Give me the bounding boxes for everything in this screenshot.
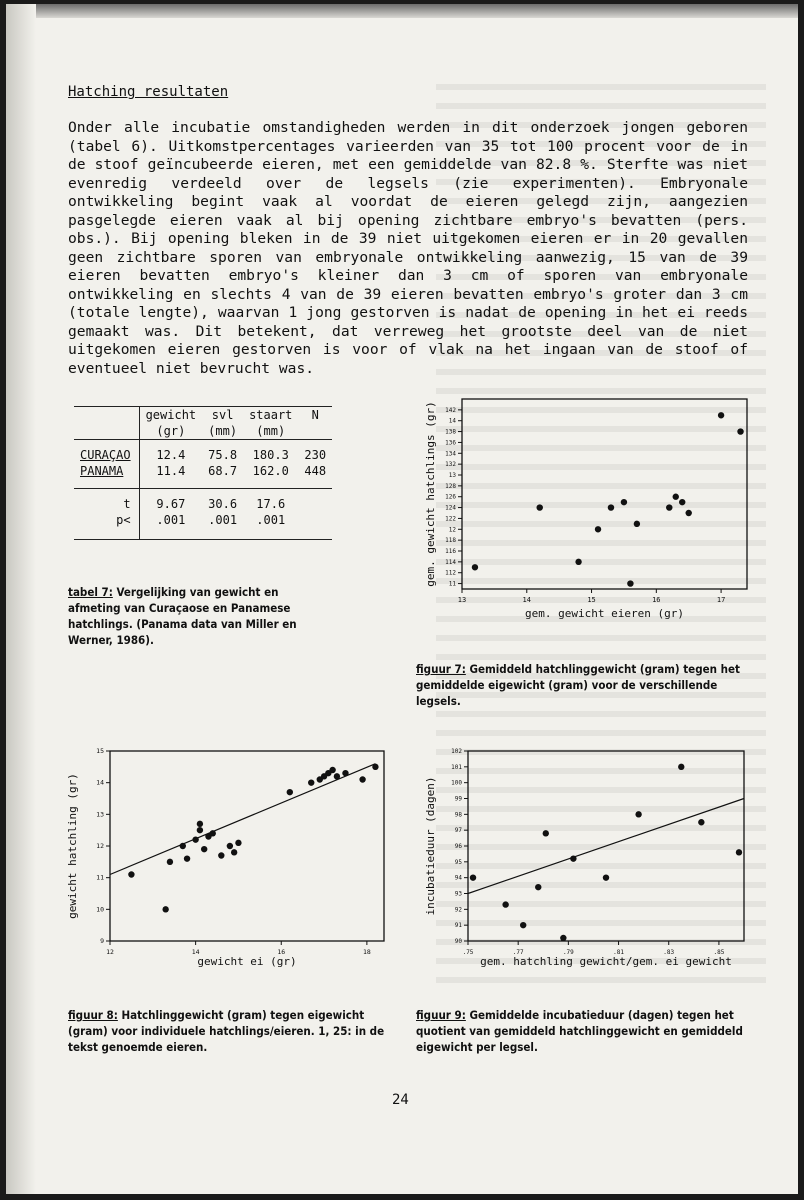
y-tick-label: 11 — [96, 873, 104, 882]
y-tick-label: 126 — [445, 493, 456, 501]
data-point — [543, 830, 549, 836]
data-point — [167, 859, 173, 865]
y-tick-label: 124 — [445, 504, 456, 512]
table-cell: 448 — [304, 464, 327, 478]
table-row — [74, 512, 332, 540]
data-point — [162, 906, 168, 912]
table-7 — [74, 406, 332, 540]
data-point — [535, 884, 541, 890]
data-point — [359, 776, 365, 782]
table-cell: 162.0 — [252, 464, 289, 478]
table-header-row — [74, 407, 332, 424]
data-point — [329, 767, 335, 773]
caption-table-7: tabel 7: Vergelijking van gewicht en afmeting van Curaçaose en Panamese hatchlings. (Panama data van Miller en Werner, 1986). — [68, 585, 297, 647]
scan-binding-shadow — [6, 4, 36, 1194]
data-point — [197, 827, 203, 833]
table-cell — [298, 512, 332, 540]
table-cell: 17.6 — [256, 497, 286, 511]
y-tick-label: 118 — [445, 537, 456, 545]
y-tick-label: 90 — [454, 938, 462, 945]
x-tick-label: 18 — [362, 948, 371, 956]
body-paragraph: Onder alle incubatie omstandigheden werden in dit onderzoek jongen geboren (tabel 6). Uitkomstpercentages varieerden van 35 tot 100 procent voor de in de stoof geïncubeerde eieren, met een gemiddelde van 82.8 %. Sterfte was niet evenredig verdeeld over de legsels (zie experimenten). Embryonale ontwikkeling begint vaak al voordat de eieren gelegd zijn, aangezien pasgelegde eieren vaak al bij opening zichtbare embryo's bevatten (pers. obs.). Bij opening bleken in de 39 niet uitgekomen eieren er in 20 gevallen geen zichtbare sporen van embryonale ontwikkeling aanwezig, 15 van de 39 eieren bevatten embryo's kleiner dan 3 cm of sporen van embryonale ontwikkeling en slechts 4 van de 39 eieren bevatten embryo's groter dan 3 cm (totale lengte), waarvan 1 jong gestorven is nadat de opening in het ei reeds gemaakt was. Dit betekent, dat verreweg het grootste deel van de niet uitgekomen eieren gestorven is voor of vlak na het ingaan van de stoof of eventueel niet bevrucht was. — [68, 119, 748, 377]
data-point — [537, 504, 543, 510]
table-cell: .001 — [156, 513, 186, 527]
y-tick-label: 114 — [445, 558, 456, 566]
data-point — [472, 564, 478, 570]
x-axis-label: gem. hatchling gewicht/gem. ei gewicht — [480, 955, 732, 968]
y-tick-label: 128 — [445, 482, 456, 490]
y-tick-label: 96 — [454, 843, 462, 850]
data-point — [210, 830, 216, 836]
x-axis-label: gewicht ei (gr) — [197, 955, 297, 968]
x-tick-label: 12 — [106, 948, 114, 956]
y-tick-label: 95 — [454, 858, 462, 866]
table-header-cell: N — [311, 408, 319, 422]
y-axis-label: gem. gewicht hatchlings (gr) — [424, 401, 437, 587]
table-cell: 180.3 — [252, 448, 289, 462]
data-point — [666, 504, 672, 510]
y-tick-label: 138 — [445, 428, 456, 436]
y-tick-label: 91 — [454, 922, 462, 930]
x-tick-label: .81 — [613, 949, 624, 956]
row-label: p< — [74, 512, 139, 540]
data-point — [736, 849, 742, 855]
table-unit-cell: (mm) — [256, 424, 286, 438]
data-point — [128, 871, 134, 877]
row-label: PANAMA — [74, 463, 139, 489]
caption-figure-7: figuur 7: Gemiddeld hatchlinggewicht (gram) tegen het gemiddelde eigewicht (gram) voor de verschillende legsels. — [416, 662, 740, 708]
x-tick-label: 14 — [191, 948, 200, 956]
data-point — [575, 559, 581, 565]
data-point — [737, 428, 743, 434]
data-point — [603, 874, 609, 880]
y-tick-label: 116 — [445, 548, 456, 555]
x-tick-label: 14 — [522, 596, 531, 604]
table-unit-cell — [298, 423, 332, 440]
x-tick-label: .85 — [713, 949, 725, 956]
x-tick-label: .75 — [462, 949, 474, 956]
data-point — [184, 855, 190, 861]
data-point — [678, 764, 684, 770]
table-row — [74, 440, 332, 464]
y-tick-label: 134 — [445, 450, 456, 458]
x-tick-label: .83 — [663, 949, 675, 956]
data-point — [570, 855, 576, 861]
data-point — [621, 499, 627, 505]
y-tick-label: 98 — [454, 811, 462, 819]
data-point — [197, 821, 203, 827]
x-tick-label: 17 — [716, 596, 726, 604]
data-point — [201, 846, 207, 852]
x-tick-label: 13 — [457, 596, 467, 604]
data-point — [698, 819, 704, 825]
plot-frame — [462, 399, 747, 589]
table-cell: 30.6 — [208, 497, 238, 511]
y-tick-label: 10 — [96, 905, 104, 914]
table-unit-cell: (gr) — [156, 424, 186, 438]
y-tick-label: 122 — [445, 515, 456, 523]
y-tick-label: 14 — [448, 417, 456, 425]
data-point — [608, 504, 614, 510]
section-heading: Hatching resultaten — [68, 84, 229, 100]
data-point — [686, 510, 692, 516]
table-cell: 11.4 — [156, 464, 186, 478]
y-tick-label: 15 — [96, 747, 104, 755]
x-tick-label: 16 — [277, 948, 286, 956]
document-page — [6, 4, 798, 1194]
data-point — [334, 773, 340, 779]
plot-frame — [110, 751, 384, 941]
y-tick-label: 100 — [451, 779, 462, 787]
y-tick-label: 11 — [448, 580, 456, 588]
y-tick-label: 94 — [454, 874, 462, 882]
data-point — [235, 840, 241, 846]
data-point — [287, 789, 293, 795]
x-axis-label: gem. gewicht eieren (gr) — [525, 607, 684, 620]
table-cell: .001 — [208, 513, 238, 527]
table-unit-cell: (mm) — [208, 424, 238, 438]
x-tick-label: 16 — [652, 596, 661, 604]
y-tick-label: 12 — [96, 842, 104, 850]
table-cell: 9.67 — [156, 497, 186, 511]
table-header-cell: svl — [211, 408, 234, 422]
data-point — [595, 526, 601, 532]
scan-top-edge — [6, 4, 798, 18]
table-cell: .001 — [256, 513, 286, 527]
data-point — [718, 412, 724, 418]
data-point — [231, 849, 237, 855]
y-tick-label: 101 — [451, 763, 462, 771]
data-point — [520, 922, 526, 928]
y-tick-label: 12 — [448, 526, 456, 534]
data-point — [218, 852, 224, 858]
data-point — [673, 494, 679, 500]
data-point — [502, 901, 508, 907]
y-tick-label: 132 — [445, 461, 456, 469]
y-tick-label: 142 — [445, 406, 456, 414]
y-tick-label: 136 — [445, 439, 456, 447]
data-point — [372, 764, 378, 770]
trend-line — [110, 764, 375, 875]
table-cell: 12.4 — [156, 448, 186, 462]
table-cell: 75.8 — [208, 448, 238, 462]
x-tick-label: .79 — [562, 949, 574, 956]
x-tick-label: .77 — [512, 949, 524, 956]
x-tick-label: 15 — [587, 596, 596, 604]
caption-figure-9: figuur 9: Gemiddelde incubatieduur (dagen) tegen het quotient van gemiddeld hatchlinggewicht en gemiddeld eigewicht per legsel. — [416, 1008, 743, 1054]
figure-9-scatter-plot — [416, 739, 766, 971]
data-point — [634, 521, 640, 527]
y-tick-label: 99 — [454, 795, 462, 803]
data-point — [227, 843, 233, 849]
table-header-cell: gewicht — [145, 408, 197, 422]
figure-8-scatter-plot — [62, 739, 392, 971]
y-tick-label: 13 — [448, 472, 456, 479]
y-tick-label: 93 — [454, 890, 462, 898]
y-tick-label: 102 — [451, 748, 462, 755]
row-label: CURAÇAO — [74, 440, 139, 464]
data-point — [627, 580, 633, 586]
y-tick-label: 97 — [454, 827, 462, 835]
data-point — [342, 770, 348, 776]
data-point — [470, 874, 476, 880]
y-axis-label: gewicht hatchling (gr) — [66, 773, 79, 919]
table-cell: 68.7 — [208, 464, 238, 478]
data-point — [308, 779, 314, 785]
table-header-cell: staart — [249, 408, 293, 422]
data-point — [679, 499, 685, 505]
data-point — [180, 843, 186, 849]
y-axis-label: incubatieduur (dagen) — [424, 776, 437, 916]
table-units-row — [74, 423, 332, 440]
y-tick-label: 112 — [445, 569, 456, 577]
y-tick-label: 13 — [96, 810, 104, 819]
table-row — [74, 489, 332, 513]
data-point — [560, 935, 566, 941]
y-tick-label: 9 — [100, 937, 104, 945]
y-tick-label: 92 — [454, 906, 462, 914]
table-cell — [298, 489, 332, 513]
row-label: t — [74, 489, 139, 513]
table-cell: 230 — [304, 448, 327, 462]
data-point — [635, 811, 641, 817]
page-number: 24 — [392, 1092, 409, 1108]
caption-figure-8: figuur 8: Hatchlinggewicht (gram) tegen eigewicht (gram) voor individuele hatchlings/eieren. 1, 25: in de tekst genoemde eieren. — [68, 1008, 385, 1054]
figure-7-scatter-plot — [418, 389, 763, 634]
y-tick-label: 14 — [96, 778, 104, 787]
data-point — [192, 836, 198, 842]
table-row — [74, 463, 332, 489]
